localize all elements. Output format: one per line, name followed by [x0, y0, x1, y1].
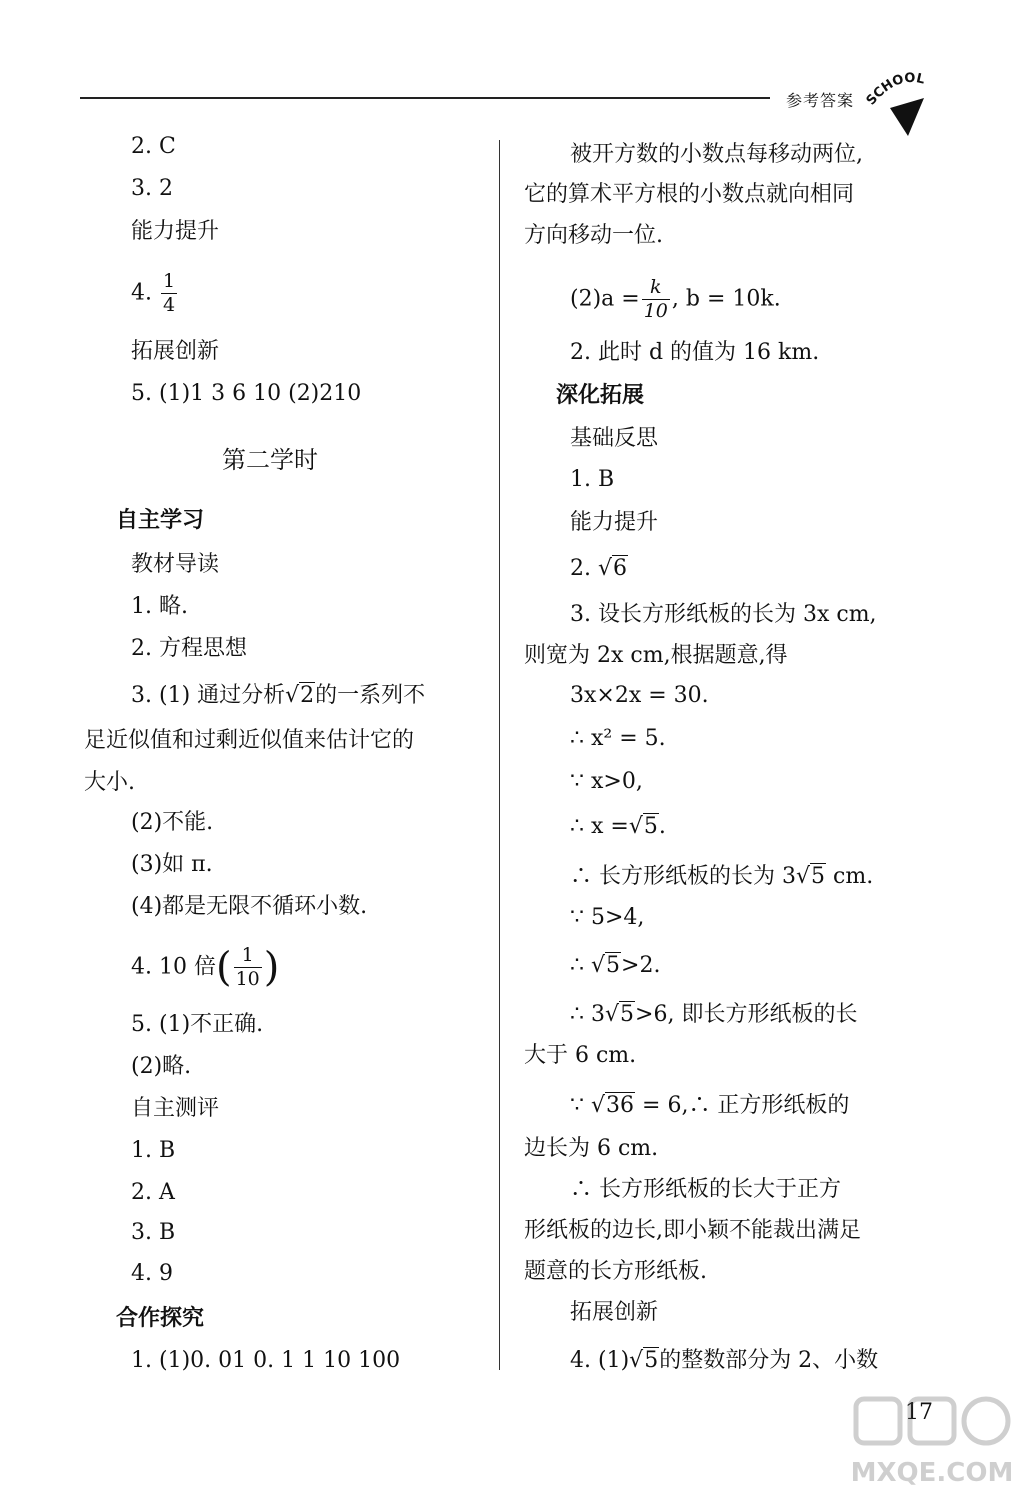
header-rule [80, 97, 770, 99]
subheading-self-test: 自主测评 [131, 1096, 220, 1121]
text-line: 4. 9 [131, 1261, 173, 1286]
subheading-textbook: 教材导读 [131, 552, 220, 577]
subheading-ability: 能力提升 [131, 219, 220, 244]
heading-cooperate: 合作探究 [116, 1306, 205, 1331]
text-line: 边长为 6 cm. [524, 1136, 659, 1161]
text-line: ∴ 长方形纸板的长为 3√5 cm. [570, 862, 873, 892]
text-line: (4)都是无限不循环小数. [131, 894, 368, 919]
text-line: 方向移动一位. [524, 223, 663, 248]
text-line: ∴ √5>2. [570, 951, 660, 981]
text-line: 足近似值和过剩近似值来估计它的 [84, 728, 415, 753]
text-line: 1. (1)0. 01 0. 1 1 10 100 [131, 1348, 401, 1373]
text-line: (2)a = $\frac{k}{10}$ , b = 10k. [570, 276, 781, 322]
text-line: 大小. [84, 770, 135, 795]
sqrt: √5 [591, 953, 621, 978]
text-line: 1. B [570, 467, 615, 492]
text-line: 形纸板的边长,即小颖不能裁出满足 [524, 1218, 861, 1243]
sqrt: √5 [605, 1002, 635, 1027]
text-line: 1. 略. [131, 594, 188, 619]
text-line: (2)略. [131, 1054, 192, 1079]
fraction: $\frac{1}{4}$ [162, 270, 176, 316]
text-line: 大于 6 cm. [524, 1043, 637, 1068]
text-line: ∴ 长方形纸板的长大于正方 [570, 1177, 841, 1202]
subheading-expand: 拓展创新 [570, 1300, 659, 1325]
text-line: 5. (1)不正确. [131, 1012, 264, 1037]
text-line: 2. A [131, 1180, 175, 1205]
section-title: 第二学时 [222, 446, 318, 474]
sqrt: √2 [285, 683, 315, 708]
text-line: (3)如 π. [131, 852, 213, 877]
fraction: $\frac{1}{10}$ [235, 944, 260, 990]
text-line: 3. B [131, 1220, 176, 1245]
subheading-expand: 拓展创新 [131, 339, 220, 364]
text-line: 3. (1) 通过分析√2的一系列不 [131, 681, 425, 711]
header-label: 参考答案 [786, 91, 855, 110]
subheading-basic: 基础反思 [570, 426, 659, 451]
watermark-logo [850, 1395, 1015, 1490]
sqrt: √36 [591, 1093, 635, 1118]
svg-text:SCHOOL: SCHOOL [863, 70, 927, 109]
text-line: ∴ x =√5. [570, 812, 666, 842]
subheading-ability: 能力提升 [570, 510, 659, 535]
answer-3: 3. 2 [131, 176, 173, 201]
answer-4: 4. $\frac{1}{4}$ [131, 270, 176, 316]
text-line: ∴ 3√5>6, 即长方形纸板的长 [570, 1000, 857, 1030]
heading-deepen: 深化拓展 [556, 383, 645, 408]
sqrt: √6 [597, 556, 628, 581]
text-line: ∴ x² = 5. [570, 726, 666, 751]
text-line: 它的算术平方根的小数点就向相同 [524, 182, 855, 207]
text-line: 3. 设长方形纸板的长为 3x cm, [570, 602, 877, 627]
text-line: 4. (1)√5的整数部分为 2、小数 [570, 1346, 878, 1376]
text-line: 1. B [131, 1138, 176, 1163]
fraction: $\frac{k}{10}$ [643, 276, 668, 322]
column-divider [499, 140, 500, 1370]
sqrt: √5 [629, 1348, 659, 1373]
answer-5: 5. (1)1 3 6 10 (2)210 [131, 381, 362, 406]
school-logo [862, 68, 942, 138]
text-line: ∵ x>0, [570, 769, 643, 794]
text-line: (2)不能. [131, 810, 214, 835]
text-line: 2. √6 [570, 554, 628, 584]
answer-2: 2. C [131, 134, 176, 159]
sqrt: √5 [795, 864, 826, 889]
text-line: ∵ 5>4, [570, 905, 645, 930]
sqrt: √5 [628, 814, 658, 839]
heading-self-study: 自主学习 [116, 508, 205, 533]
text-line: 4. 10 倍( $\frac{1}{10}$ ) [131, 944, 280, 991]
page-number: 17 [905, 1400, 933, 1425]
text-line: 2. 方程思想 [131, 636, 247, 661]
text-line: 3x×2x = 30. [570, 683, 709, 708]
text-line: 则宽为 2x cm,根据题意,得 [524, 643, 788, 668]
text-line: ∵ √36 = 6,∴ 正方形纸板的 [570, 1091, 849, 1121]
text-line: 题意的长方形纸板. [524, 1259, 707, 1284]
svg-text:MXQE.COM: MXQE.COM [850, 1458, 1014, 1488]
text-line: 被开方数的小数点每移动两位, [570, 142, 863, 167]
text-line: 2. 此时 d 的值为 16 km. [570, 340, 820, 365]
